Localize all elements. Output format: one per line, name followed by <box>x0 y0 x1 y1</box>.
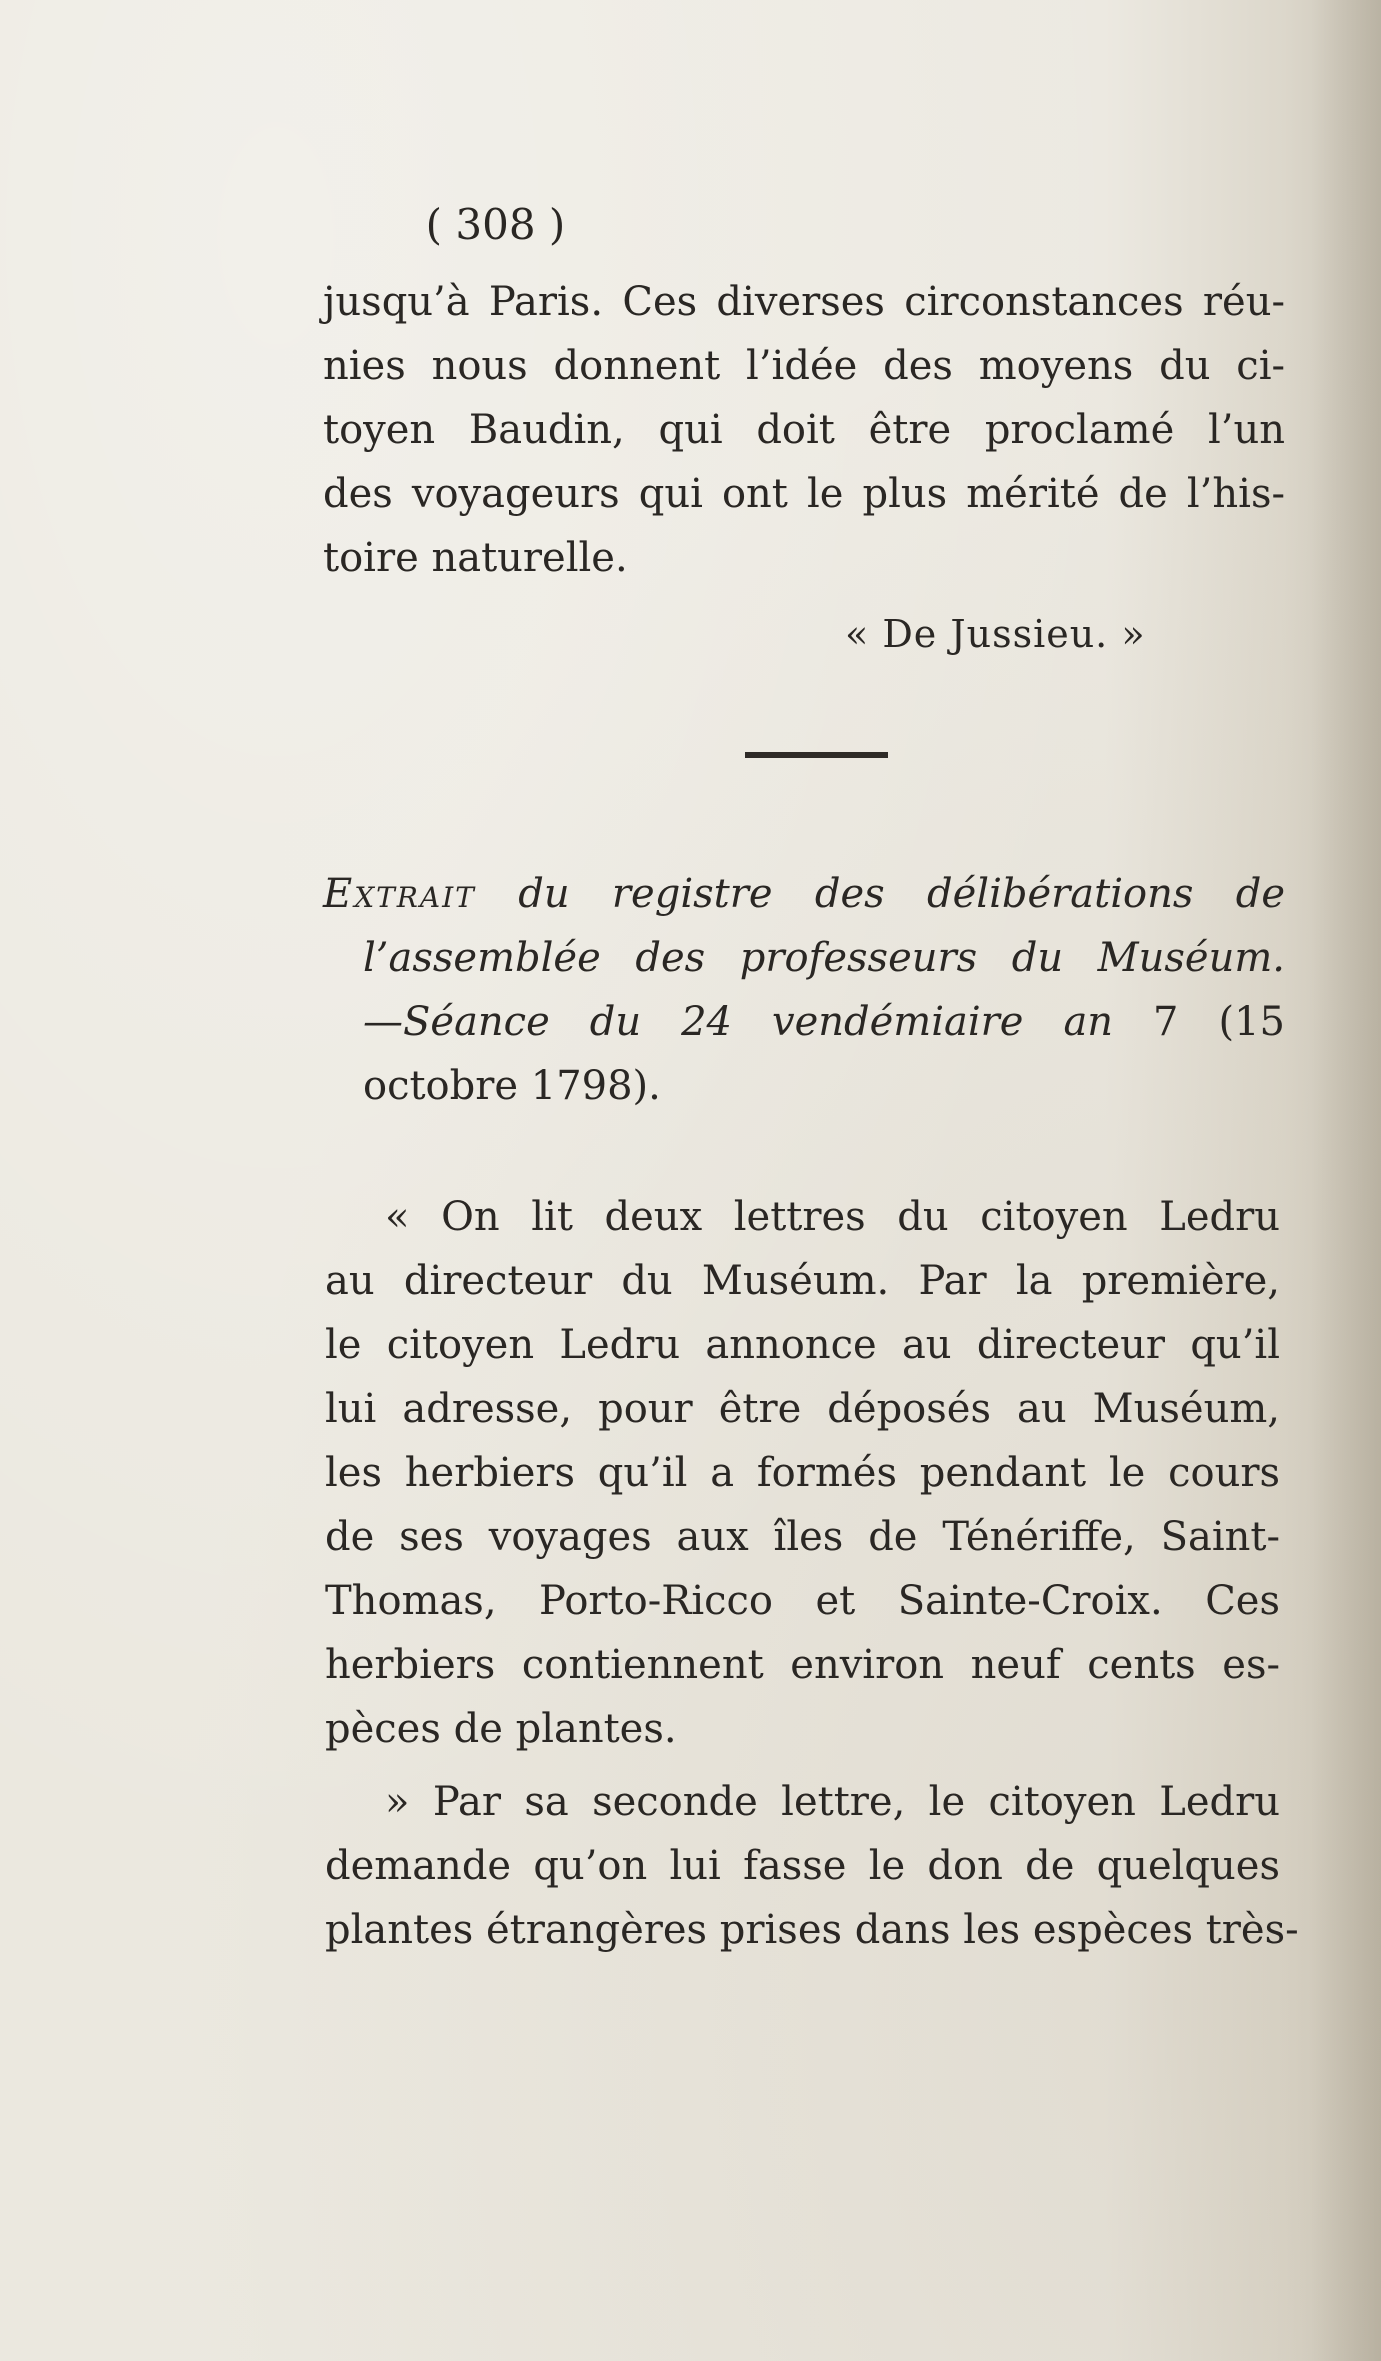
text-line: des voyageurs qui ont le plus mérité de l’his- <box>323 471 1285 517</box>
paragraph-3 <box>325 1770 1299 1962</box>
text-line: Thomas, Porto-Ricco et Sainte-Croix. Ces <box>325 1578 1280 1624</box>
text-line: « On lit deux lettres du citoyen Ledru <box>385 1194 1280 1240</box>
page-edge-shadow <box>1311 0 1381 2361</box>
extract-heading <box>323 862 1285 1118</box>
extract-line-3-italic: —Séance du 24 vendémiaire an <box>363 999 1114 1045</box>
section-divider <box>745 752 888 758</box>
paragraph-1 <box>323 270 1285 590</box>
text-line: » Par sa seconde lettre, le citoyen Ledru <box>385 1779 1280 1825</box>
text-line: nies nous donnent l’idée des moyens du ci- <box>323 343 1285 389</box>
text-line: herbiers contiennent environ neuf cents es- <box>325 1642 1280 1688</box>
text-line: toyen Baudin, qui doit être proclamé l’un <box>323 407 1285 453</box>
text-line: plantes étrangères prises dans les espèces très- <box>325 1907 1299 1953</box>
extract-line-3 <box>323 990 1285 1054</box>
text-line: de ses voyages aux îles de Ténériffe, Saint- <box>325 1514 1280 1560</box>
paragraph-2 <box>325 1185 1280 1761</box>
extract-line-3-upright: 7 (15 <box>1113 999 1285 1045</box>
extract-line-4: octobre 1798). <box>363 1063 661 1109</box>
text-line: au directeur du Muséum. Par la première, <box>325 1258 1280 1304</box>
text-line: jusqu’à Paris. Ces diverses circonstances réu- <box>323 279 1285 325</box>
text-line: demande qu’on lui fasse le don de quelques <box>325 1843 1280 1889</box>
text-line: lui adresse, pour être déposés au Muséum, <box>325 1386 1280 1432</box>
extract-line-1-rest: du registre des délibérations de <box>475 871 1285 917</box>
text-line: toire naturelle. <box>323 535 628 581</box>
text-line: les herbiers qu’il a formés pendant le cours <box>325 1450 1280 1496</box>
extract-line-1 <box>323 862 1285 926</box>
text-line: le citoyen Ledru annonce au directeur qu’il <box>325 1322 1280 1368</box>
signature: « De Jussieu. » <box>845 612 1146 656</box>
extract-title-word: Extrait <box>323 871 476 917</box>
page-number: ( 308 ) <box>425 200 566 249</box>
extract-line-2: l’assemblée des professeurs du Muséum. <box>363 935 1285 981</box>
text-line: pèces de plantes. <box>325 1706 677 1752</box>
